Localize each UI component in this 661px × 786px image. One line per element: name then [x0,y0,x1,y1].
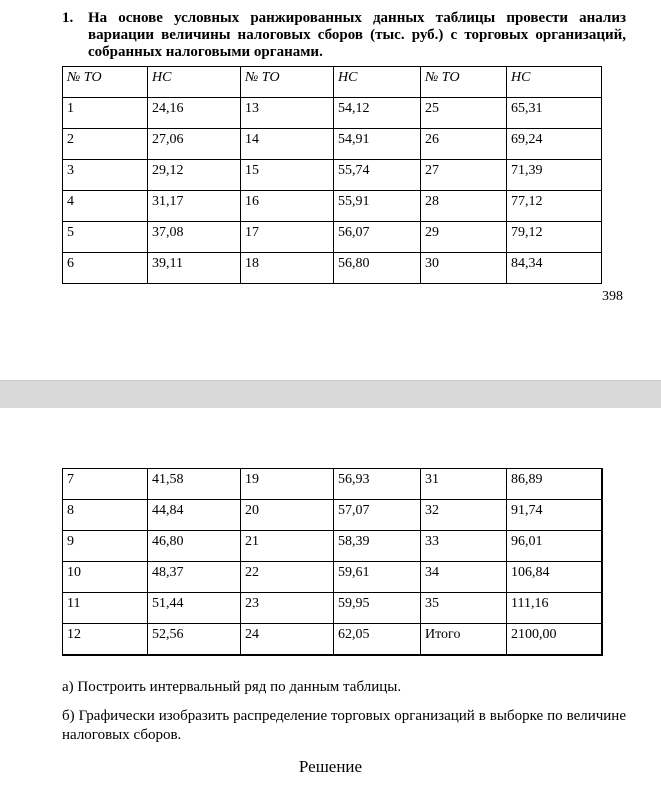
table-cell: 86,89 [507,469,602,500]
table-cell: 31,17 [148,191,241,222]
table-cell: 62,05 [334,624,421,656]
table-cell: 34 [421,562,507,593]
task-text: На основе условных ранжированных данных таблицы провести анализ вариации величины налоговых сборов (тыс. руб.) с торговых организаций, собранных налоговыми органами. [88,10,626,60]
header-cell: НС [334,67,421,98]
table-cell: 8 [63,500,148,531]
table-cell: 3 [63,160,148,191]
table-cell: 29,12 [148,160,241,191]
table-cell: 55,91 [334,191,421,222]
table-cell: 37,08 [148,222,241,253]
table-cell: 71,39 [507,160,602,191]
table-cell: 59,95 [334,593,421,624]
table-cell: 20 [241,500,334,531]
table-cell: 32 [421,500,507,531]
table-cell: 69,24 [507,129,602,160]
page-number: 398 [602,289,623,304]
table-cell: 56,93 [334,469,421,500]
table-cell: 29 [421,222,507,253]
document-page-1 [0,0,661,380]
table-row [63,253,602,284]
table-cell: 24,16 [148,98,241,129]
table-cell: 17 [241,222,334,253]
table-cell: Итого [421,624,507,656]
table-header-row [63,67,602,98]
table-cell: 24 [241,624,334,656]
table-cell: 28 [421,191,507,222]
data-table-part-1 [62,66,602,284]
table-row [63,222,602,253]
table-row [63,624,602,656]
table-cell: 1 [63,98,148,129]
header-cell: № ТО [421,67,507,98]
solution-heading: Решение [298,757,363,776]
table-cell: 39,11 [148,253,241,284]
table-cell: 54,12 [334,98,421,129]
table-cell: 44,84 [148,500,241,531]
table-row [63,500,602,531]
table-row [63,191,602,222]
table-cell: 26 [421,129,507,160]
table-cell: 5 [63,222,148,253]
table-cell: 96,01 [507,531,602,562]
header-cell: № ТО [63,67,148,98]
table-cell: 2100,00 [507,624,602,656]
page-break-gap [0,380,661,410]
table-cell: 41,58 [148,469,241,500]
table-cell: 56,80 [334,253,421,284]
table-cell: 59,61 [334,562,421,593]
table-row [63,593,602,624]
table-cell: 35 [421,593,507,624]
table-cell: 56,07 [334,222,421,253]
table-cell: 27 [421,160,507,191]
table-row [63,562,602,593]
table-cell: 52,56 [148,624,241,656]
table-cell: 84,34 [507,253,602,284]
table-cell: 6 [63,253,148,284]
table-cell: 22 [241,562,334,593]
table-cell: 10 [63,562,148,593]
table-cell: 21 [241,531,334,562]
task-number: 1. [62,10,74,26]
table-row [63,98,602,129]
document-page-2 [0,408,661,786]
question-a: а) Построить интервальный ряд по данным таблицы. [62,679,402,695]
table-cell: 18 [241,253,334,284]
table-cell: 91,74 [507,500,602,531]
header-cell: НС [148,67,241,98]
table-cell: 11 [63,593,148,624]
table-cell: 2 [63,129,148,160]
table-cell: 106,84 [507,562,602,593]
table-cell: 30 [421,253,507,284]
header-cell: № ТО [241,67,334,98]
table-cell: 48,37 [148,562,241,593]
table-row [63,531,602,562]
table-cell: 12 [63,624,148,656]
table-cell: 31 [421,469,507,500]
task-statement [62,10,626,61]
table-cell: 7 [63,469,148,500]
table-cell: 54,91 [334,129,421,160]
table-cell: 27,06 [148,129,241,160]
table-cell: 9 [63,531,148,562]
table-row [63,469,602,500]
table-cell: 4 [63,191,148,222]
table-cell: 19 [241,469,334,500]
table-row [63,160,602,191]
table-cell: 16 [241,191,334,222]
table-cell: 25 [421,98,507,129]
table-cell: 111,16 [507,593,602,624]
table-cell: 33 [421,531,507,562]
table-row [63,129,602,160]
table-cell: 58,39 [334,531,421,562]
data-table-part-2 [62,468,603,656]
header-cell: НС [507,67,602,98]
table-cell: 51,44 [148,593,241,624]
question-b: б) Графически изобразить распределение торговых организаций в выборке по величине налоговых сборов. [62,708,626,743]
table-cell: 57,07 [334,500,421,531]
table-cell: 79,12 [507,222,602,253]
table-cell: 13 [241,98,334,129]
table-cell: 14 [241,129,334,160]
table-cell: 77,12 [507,191,602,222]
table-cell: 65,31 [507,98,602,129]
table-cell: 46,80 [148,531,241,562]
table-cell: 55,74 [334,160,421,191]
table-cell: 23 [241,593,334,624]
table-cell: 15 [241,160,334,191]
